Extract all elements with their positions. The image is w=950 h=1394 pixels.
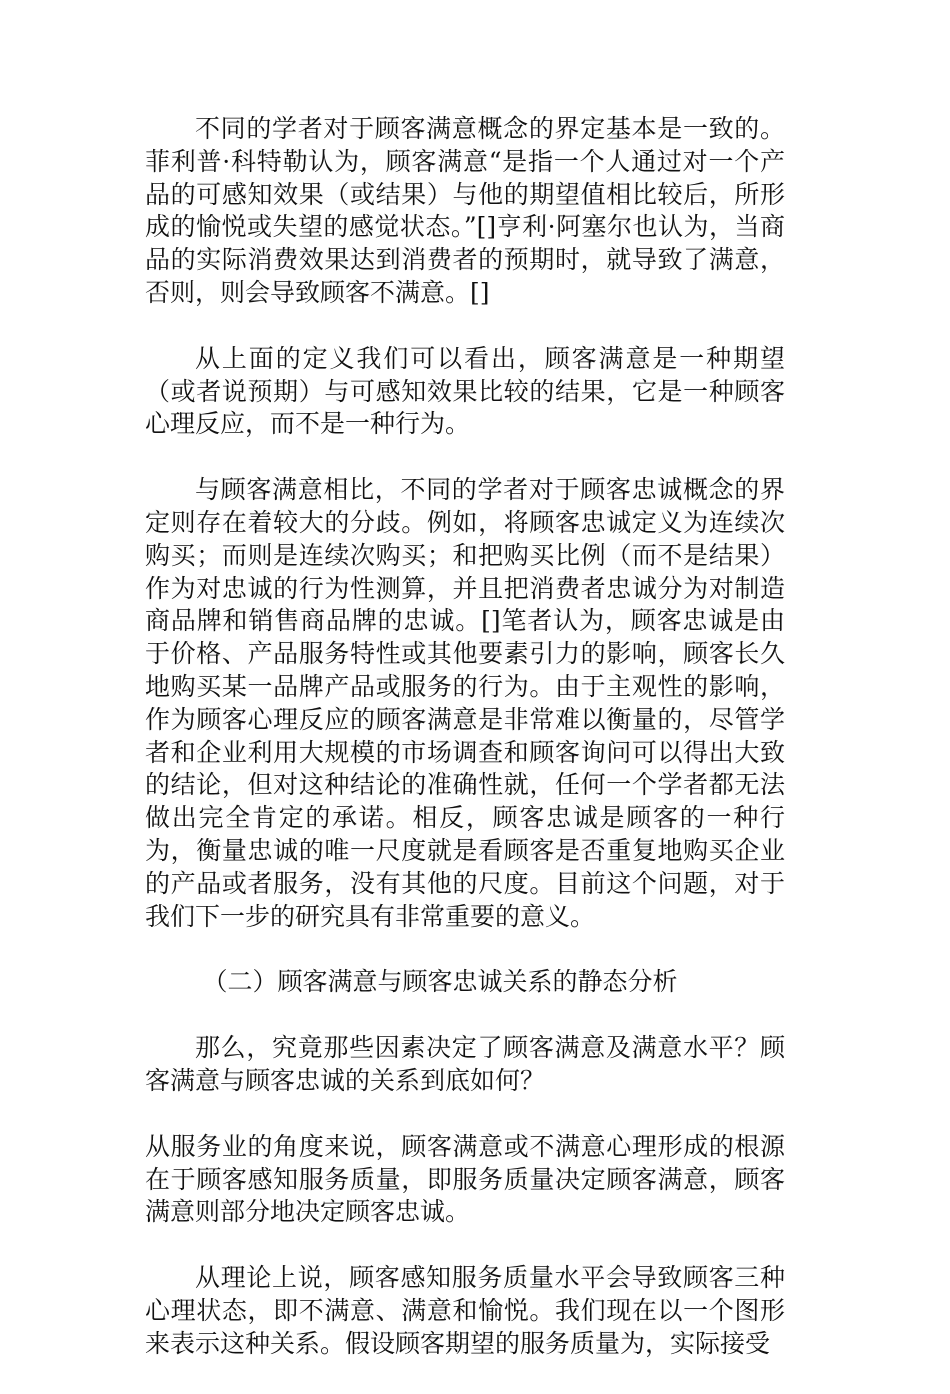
paragraph-satisfaction-conclusion: 从上面的定义我们可以看出，顾客满意是一种期望（或者说预期）与可感知效果比较的结果，它是一种顾客心理反应，而不是一种行为。 bbox=[145, 343, 785, 439]
paragraph-question: 那么，究竟那些因素决定了顾客满意及满意水平？顾客满意与顾客忠诚的关系到底如何？ bbox=[145, 1033, 785, 1095]
document-page bbox=[145, 113, 785, 1394]
paragraph-service-quality: 从服务业的角度来说，顾客满意或不满意心理形成的根源在于顾客感知服务质量，即服务质量决定顾客满意，顾客满意则部分地决定顾客忠诚。 bbox=[145, 1131, 785, 1227]
section-heading: （二）顾客满意与顾客忠诚关系的静态分析 bbox=[202, 967, 678, 997]
paragraph-loyalty-definition: 与顾客满意相比，不同的学者对于顾客忠诚概念的界定则存在着较大的分歧。例如，将顾客忠诚定义为连续次购买；而则是连续次购买；和把购买比例（而不是结果）作为对忠诚的行为性测算，并且把消费者忠诚分为对制造商品牌和销售商品牌的忠诚。[]笔者认为，顾客忠诚是由于价格、产品服务特性或其他要素引力的影响，顾客长久地购买某一品牌产品或服务的行为。由于主观性的影响，作为顾客心理反应的顾客满意是非常难以衡量的，尽管学者和企业利用大规模的市场调查和顾客询问可以得出大致的结论，但对这种结论的准确性就，任何一个学者都无法做出完全肯定的承诺。相反，顾客忠诚是顾客的一种行为，衡量忠诚的唯一尺度就是看顾客是否重复地购买企业的产品或者服务，没有其他的尺度。目前这个问题，对于我们下一步的研究具有非常重要的意义。 bbox=[145, 475, 785, 931]
paragraph-theory: 从理论上说，顾客感知服务质量水平会导致顾客三种心理状态，即不满意、满意和愉悦。我们现在以一个图形来表示这种关系。假设顾客期望的服务质量为，实际接受 bbox=[145, 1263, 785, 1358]
paragraph-satisfaction-definition: 不同的学者对于顾客满意概念的界定基本是一致的。菲利普·科特勒认为，顾客满意“是指一个人通过对一个产品的可感知效果（或结果）与他的期望值相比较后，所形成的愉悦或失望的感觉状态。”[]亨利·阿塞尔也认为，当商品的实际消费效果达到消费者的预期时，就导致了满意，否则，则会导致顾客不满意。[] bbox=[145, 114, 785, 307]
